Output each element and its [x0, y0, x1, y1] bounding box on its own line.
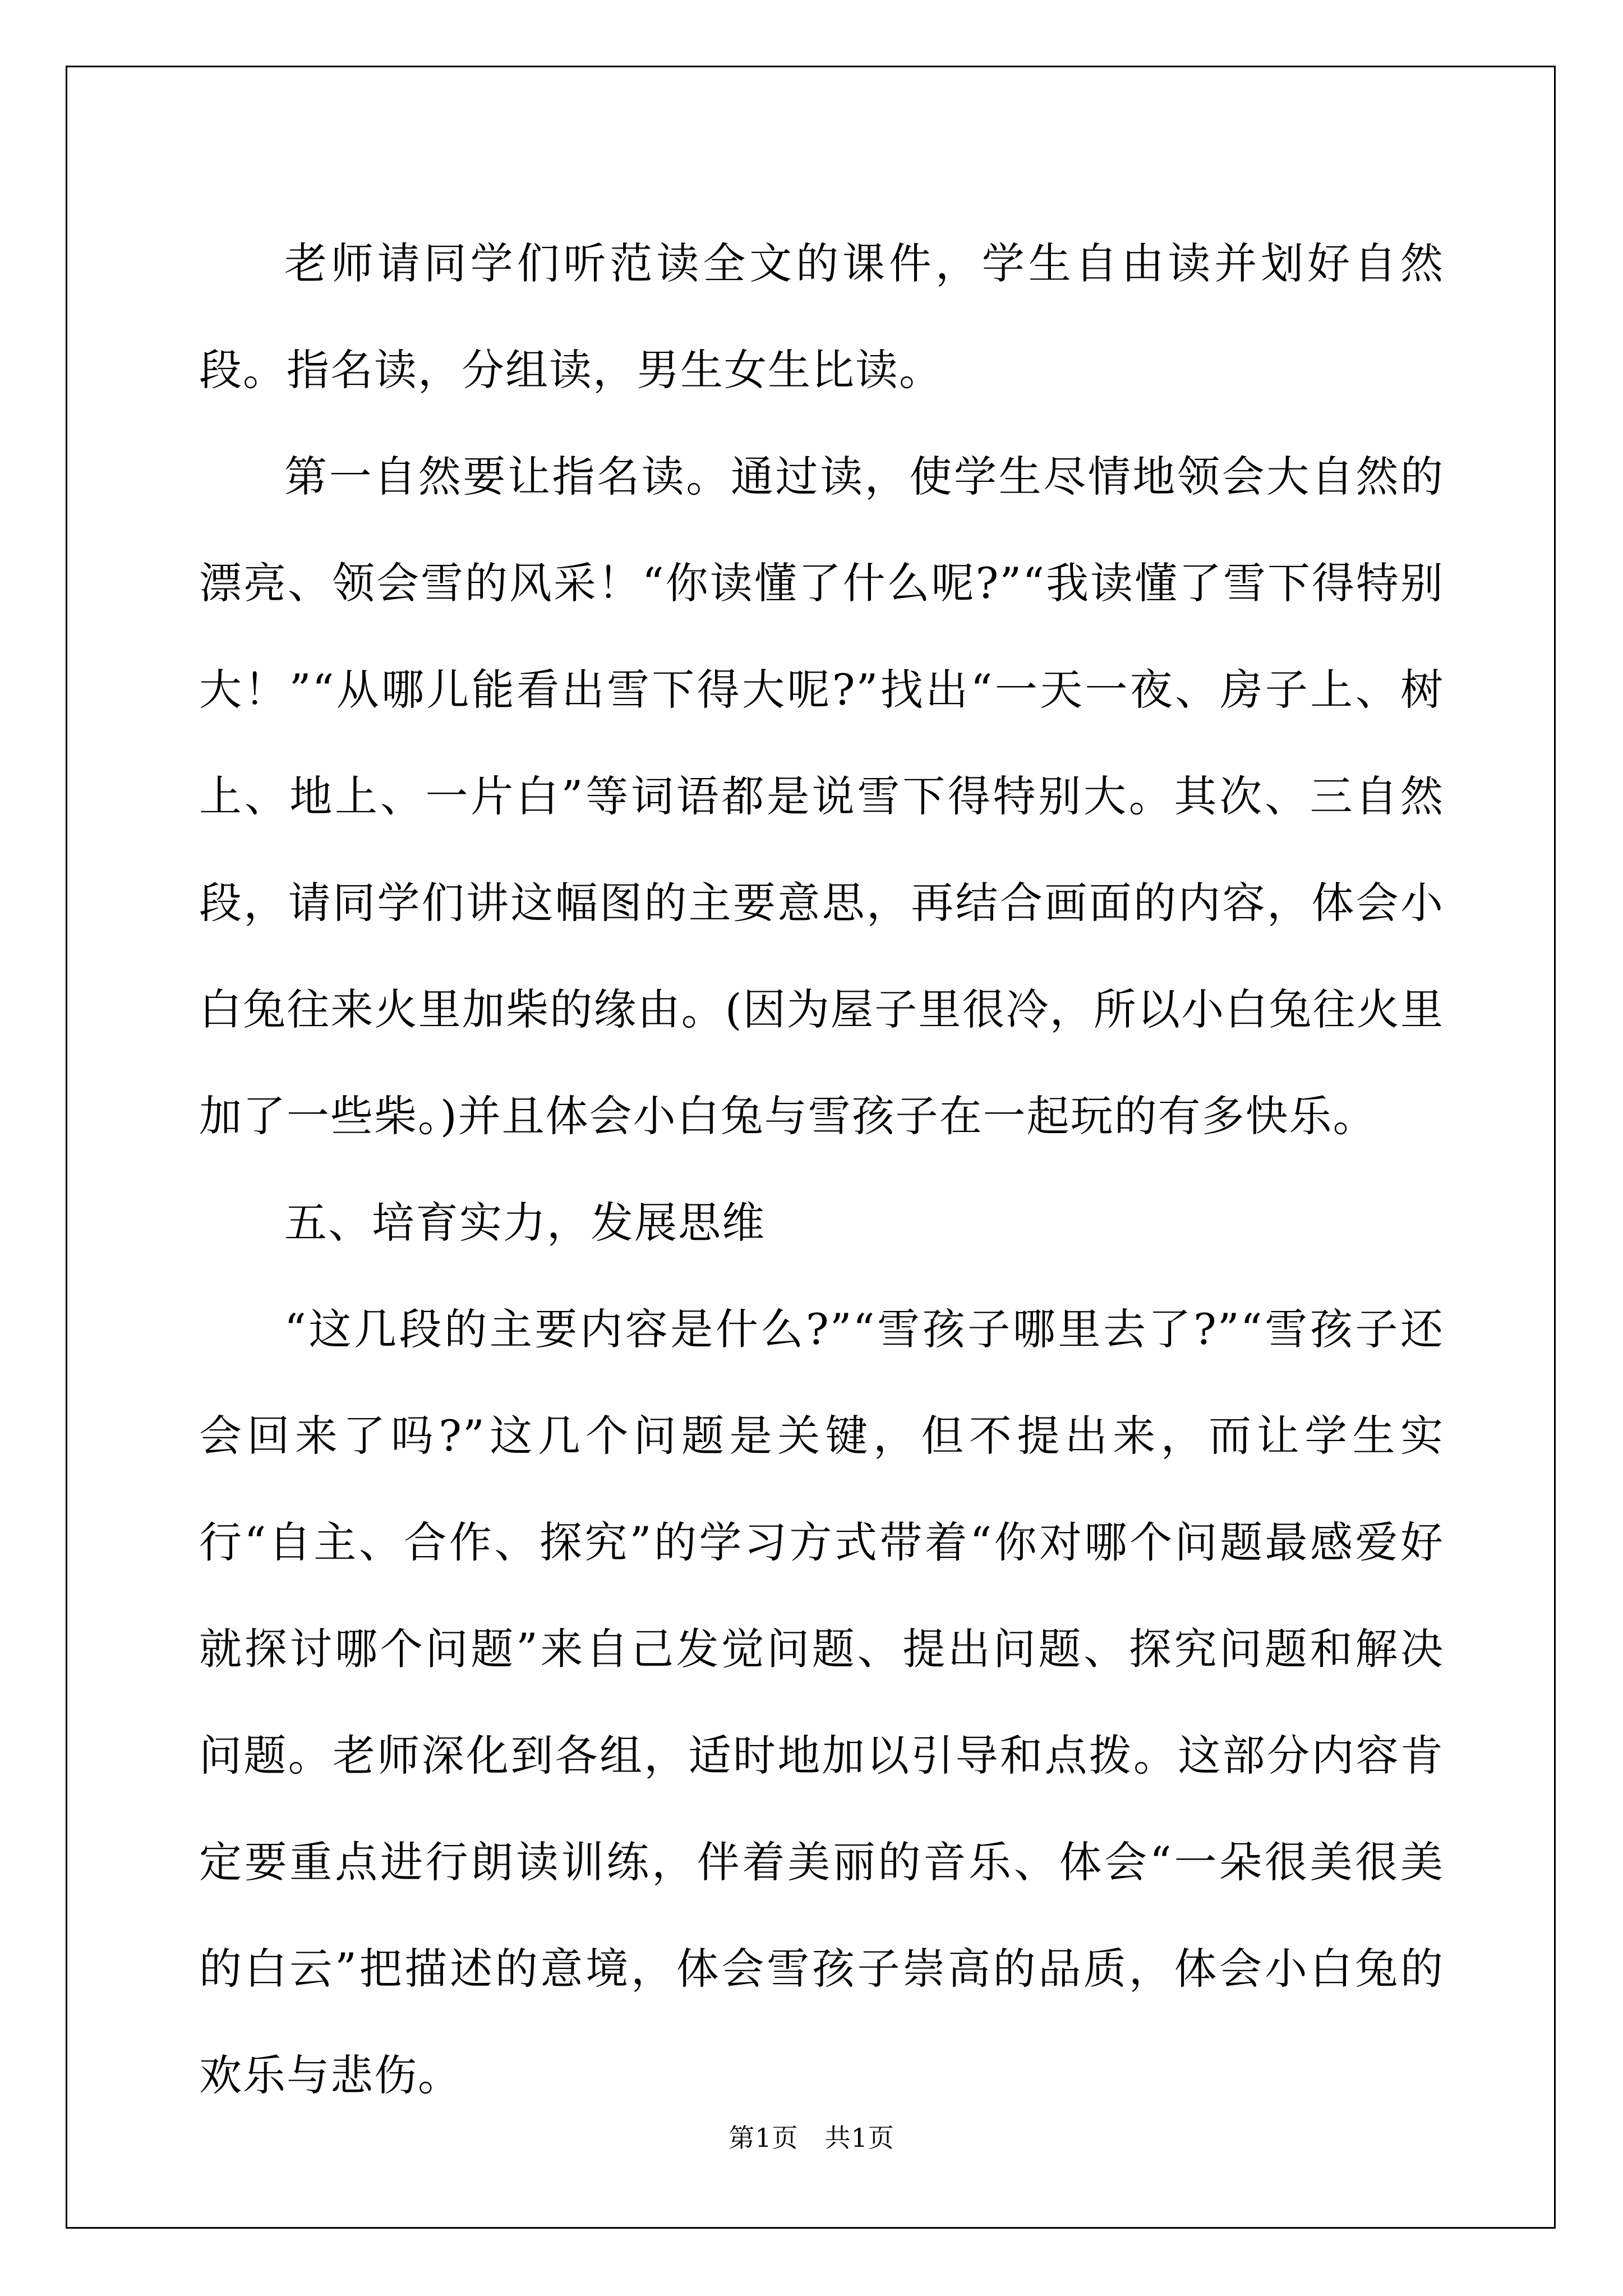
page-number: 第1页 [728, 2123, 799, 2153]
paragraph-2: 第一自然要让指名读。通过读，使学生尽情地领会大自然的漂亮、领会雪的风采！“你读懂了什么呢?”“我读懂了雪下得特别大！”“从哪儿能看出雪下得大呢?”找出“一天一夜、房子上、树上、地上、一片白”等词语都是说雪下得特别大。其次、三自然段，请同学们讲这幅图的主要意思，再结合画面的内容，体会小白兔往来火里加柴的缘由。(因为屋子里很冷，所以小白兔往火里加了一些柴。)并且体会小白兔与雪孩子在一起玩的有多快乐。 [199, 452, 1444, 1141]
page-footer [0, 2118, 1623, 2155]
section-heading: 五、培育实力，发展思维 [284, 1198, 766, 1248]
page-total: 共1页 [824, 2123, 895, 2153]
paragraph-1: 老师请同学们听范读全文的课件，学生自由读并划好自然段。指名读，分组读，男生女生比读。 [199, 238, 1444, 395]
document-body [199, 210, 1444, 2129]
paragraph-3: “这几段的主要内容是什么?”“雪孩子哪里去了?”“雪孩子还会回来了吗?”这几个问题是关键，但不提出来，而让学生实行“自主、合作、探究”的学习方式带着“你对哪个问题最感爱好就探讨哪个问题”来自己发觉问题、提出问题、探究问题和解决问题。老师深化到各组，适时地加以引导和点拨。这部分内容肯定要重点进行朗读训练，伴着美丽的音乐、体会“一朵很美很美的白云”把描述的意境，体会雪孩子崇高的品质，体会小白兔的欢乐与悲伤。 [199, 1304, 1444, 2100]
